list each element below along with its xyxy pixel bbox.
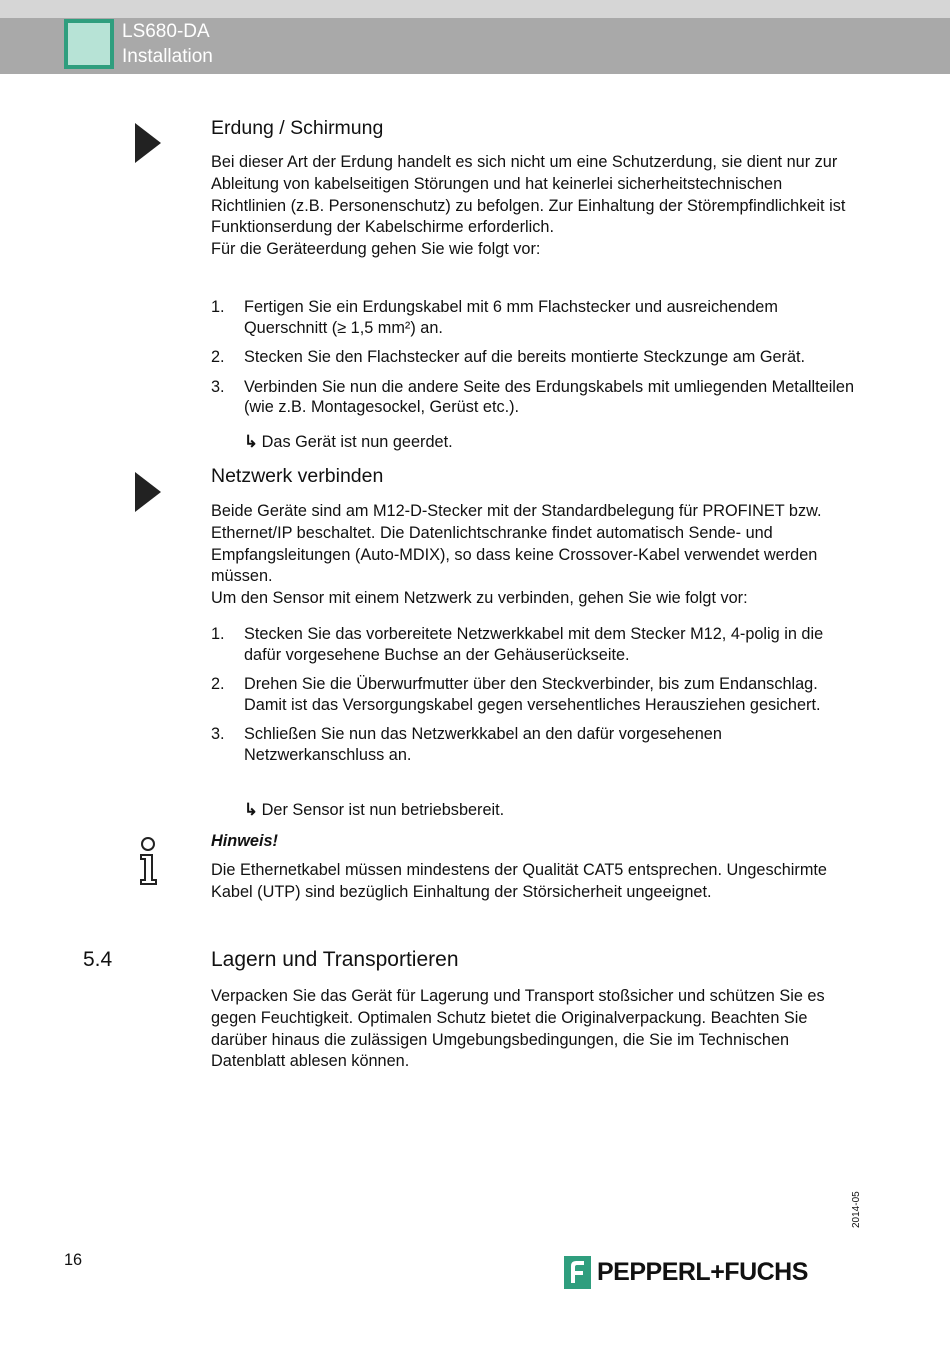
grounding-description [211,152,851,261]
brand-name: PEPPERL+FUCHS [597,1257,808,1286]
network-description [211,501,851,610]
grounding-para-1: Bei dieser Art der Erdung handelt es sich nicht um eine Schutzerdung, sie dient nur zur Ableitung von kabelseitigen Störungen und hat keinerlei sicherheitstechnischen Richtlinien (z.B. Personenschutz) zu befolgen. Zur Einhaltung der Störempfindlichkeit ist Funktionserdung der Kabelschirme erforderlich. [211,153,846,237]
step-number: 2. [211,675,225,693]
network-result [244,800,504,820]
list-item [211,347,861,368]
list-item [211,724,861,765]
list-item [211,674,861,715]
list-item [211,624,861,665]
storage-text: Verpacken Sie das Gerät für Lagerung und Transport stoßsicher und schützen Sie es gegen Feuchtigkeit. Optimalen Schutz bietet die Originalverpackung. Beachten Sie darüber hinaus die zulässigen Umgebungsbedingungen, die Sie im Technischen Datenblatt ablesen können. [211,987,825,1071]
step-number: 3. [211,377,225,396]
section-number: 5.4 [83,948,113,971]
top-band [0,0,950,18]
grounding-steps [211,297,861,427]
grounding-result [244,432,453,452]
document-date: 2014-05 [851,1191,862,1228]
network-steps [211,624,861,774]
step-text: Verbinden Sie nun die andere Seite des Erdungskabels mit umliegenden Metallteilen (wie z.B. Montagesockel, Gerüst etc.). [244,377,855,416]
result-arrow-icon: ↳ [244,433,258,451]
result-arrow-icon: ↳ [244,801,258,819]
brand-logo [564,1255,808,1289]
list-item [211,297,861,338]
step-number: 3. [211,725,225,743]
network-para-1: Beide Geräte sind am M12-D-Stecker mit der Standardbelegung für PROFINET bzw. Ethernet/IP beschaltet. Die Datenlichtschranke findet automatisch Sende- und Empfangsleitungen (Auto-MDIX), so dass keine Crossover-Kabel verwendet werden müssen. [211,502,822,586]
list-item [211,377,861,418]
step-text: Stecken Sie das vorbereitete Netzwerkkabel mit dem Stecker M12, 4-polig in die dafür vorgesehene Buchse an der Gehäuserückseite. [244,625,824,664]
section-title: Lagern und Transportieren [211,948,459,971]
section-arrow-icon [135,123,161,163]
step-text: Fertigen Sie ein Erdungskabel mit 6 mm Flachstecker und ausreichendem Querschnitt (≥ 1,5 mm²) an. [244,298,778,337]
step-number: 1. [211,298,225,316]
note-title: Hinweis! [211,832,278,850]
note-text: Die Ethernetkabel müssen mindestens der Qualität CAT5 entsprechen. Ungeschirmte Kabel (UTP) sind bezüglich Einhaltung der Störsicherheit ungeeignet. [211,861,827,901]
section-arrow-icon [135,472,161,512]
info-icon [137,836,159,886]
step-text: Schließen Sie nun das Netzwerkkabel an den dafür vorgesehenen Netzwerkanschluss an. [244,725,722,764]
section-heading-grounding: Erdung / Schirmung [211,117,384,139]
network-para-2: Um den Sensor mit einem Netzwerk zu verbinden, gehen Sie wie folgt vor: [211,589,748,608]
section-heading-network: Netzwerk verbinden [211,465,384,487]
document-title: LS680-DA [122,21,210,42]
result-text: Das Gerät ist nun geerdet. [261,433,453,451]
result-text: Der Sensor ist nun betriebsbereit. [261,801,505,819]
step-number: 2. [211,348,225,366]
chapter-title: Installation [122,46,213,67]
step-text: Stecken Sie den Flachstecker auf die bereits montierte Steckzunge am Gerät. [244,348,806,366]
page-number: 16 [64,1251,83,1269]
step-number: 1. [211,625,225,643]
grounding-para-2: Für die Geräteerdung gehen Sie wie folgt vor: [211,240,541,259]
header-logo-square [64,19,114,69]
step-text: Drehen Sie die Überwurfmutter über den Steckverbinder, bis zum Endanschlag. Damit ist das Versorgungskabel gegen versehentliches Herausziehen gesichert. [244,675,821,714]
pepperl-fuchs-logo-icon [564,1256,591,1289]
